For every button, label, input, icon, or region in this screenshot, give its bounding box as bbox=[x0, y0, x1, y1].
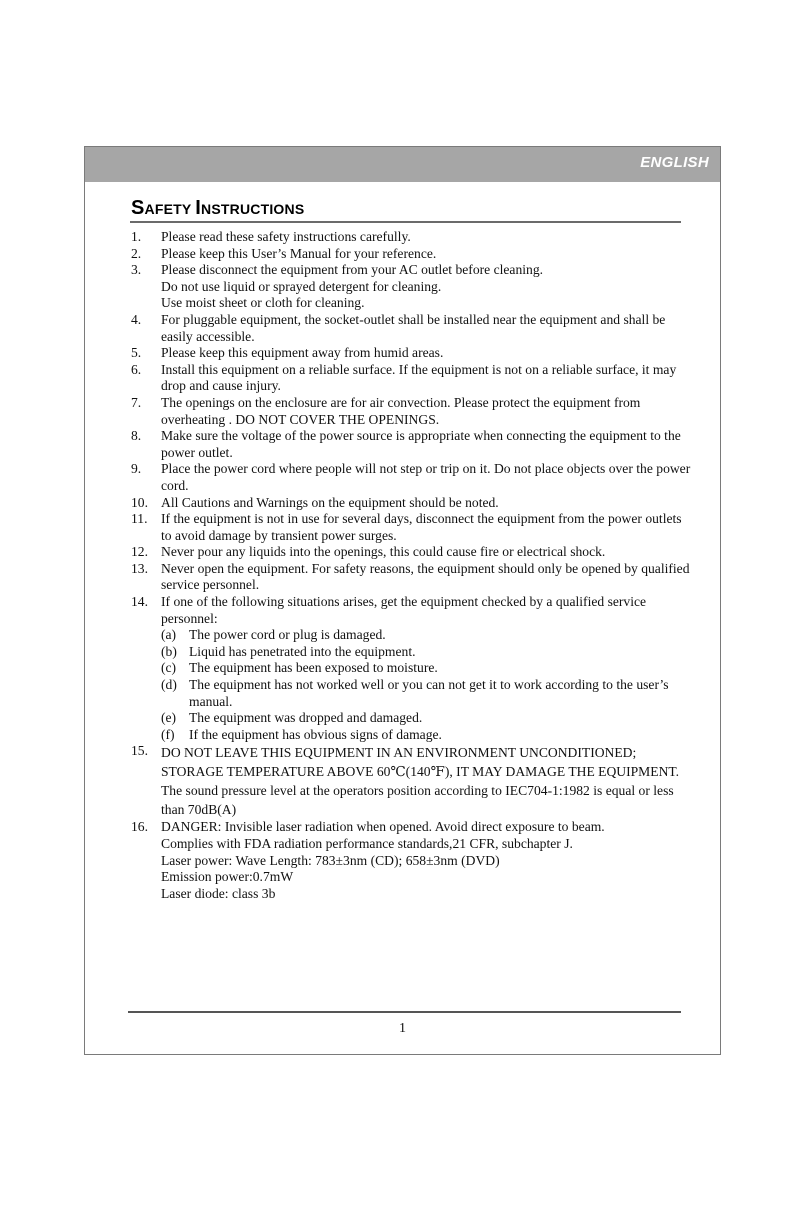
instruction-number: 11. bbox=[131, 511, 148, 527]
instruction-item bbox=[131, 345, 691, 362]
sub-condition-letter: (f) bbox=[161, 726, 175, 742]
instruction-text: Never pour any liquids into the openings, this could cause fire or electrical shock. bbox=[161, 544, 606, 560]
sub-condition-item bbox=[161, 727, 691, 744]
instruction-item bbox=[131, 743, 691, 819]
title-initial-1: S bbox=[131, 197, 145, 219]
sub-condition-text: The power cord or plug is damaged. bbox=[189, 627, 386, 643]
instruction-number: 10. bbox=[131, 494, 148, 510]
instruction-item bbox=[131, 819, 691, 902]
sub-condition-letter: (a) bbox=[161, 627, 177, 643]
instruction-item bbox=[131, 461, 691, 494]
sub-condition-letter: (d) bbox=[161, 677, 177, 693]
instruction-item bbox=[131, 362, 691, 395]
sub-condition-item bbox=[161, 710, 691, 727]
instruction-item bbox=[131, 544, 691, 561]
footer-divider bbox=[128, 1011, 681, 1013]
instruction-item bbox=[131, 428, 691, 461]
instruction-number: 5. bbox=[131, 345, 142, 361]
title-initial-2: I bbox=[195, 197, 202, 219]
instruction-number: 9. bbox=[131, 461, 142, 477]
instruction-text: Place the power cord where people will not step or trip on it. Do not place objects over the power cord. bbox=[161, 461, 691, 493]
instruction-text: Make sure the voltage of the power source is appropriate when connecting the equipment to the power outlet. bbox=[161, 428, 681, 460]
instruction-text: Please keep this User’s Manual for your reference. bbox=[161, 245, 437, 261]
instruction-text: Emission power:0.7mW bbox=[161, 869, 294, 885]
instruction-text: DO NOT LEAVE THIS EQUIPMENT IN AN ENVIRONMENT UNCONDITIONED; STORAGE TEMPERATURE ABOVE 60℃(140℉), IT MAY DAMAGE THE EQUIPMENT. The sound pressure level at the operators position according to IEC704-1:1982 is equal or less than 70dB(A) bbox=[161, 745, 680, 818]
instruction-text: Please read these safety instructions carefully. bbox=[161, 229, 411, 244]
title-rest-1: AFETY bbox=[144, 201, 196, 217]
sub-condition-letter: (e) bbox=[161, 710, 177, 726]
instruction-text: Never open the equipment. For safety reasons, the equipment should only be opened by qualified service personnel. bbox=[161, 560, 690, 593]
safety-instruction-list bbox=[131, 229, 691, 902]
sub-condition-text: The equipment has not worked well or you can not get it to work according to the user’s manual. bbox=[189, 677, 669, 709]
language-label: ENGLISH bbox=[640, 154, 709, 171]
page-frame bbox=[84, 146, 721, 1055]
instruction-number: 4. bbox=[131, 311, 142, 327]
sub-condition-item bbox=[161, 627, 691, 644]
instruction-item bbox=[131, 229, 691, 246]
instruction-text: Install this equipment on a reliable surface. If the equipment is not on a reliable surface, it may drop and cause injury. bbox=[161, 361, 677, 394]
sub-condition-letter: (b) bbox=[161, 643, 177, 659]
instruction-number: 1. bbox=[131, 229, 142, 244]
sub-condition-item bbox=[161, 660, 691, 677]
title-divider bbox=[130, 221, 681, 223]
title-rest-2: NSTRUCTIONS bbox=[201, 201, 305, 217]
sub-condition-text: The equipment was dropped and damaged. bbox=[189, 710, 423, 726]
instruction-item bbox=[131, 495, 691, 512]
instruction-item bbox=[131, 246, 691, 263]
instruction-number: 8. bbox=[131, 428, 142, 444]
sub-condition-item bbox=[161, 677, 691, 710]
section-title bbox=[131, 197, 304, 220]
instruction-text: Use moist sheet or cloth for cleaning. bbox=[161, 295, 365, 311]
instruction-text: Complies with FDA radiation performance standards,21 CFR, subchapter J. bbox=[161, 836, 573, 851]
instruction-text: Please keep this equipment away from humid areas. bbox=[161, 345, 444, 361]
page-number: 1 bbox=[399, 1021, 406, 1036]
sub-condition-text: Liquid has penetrated into the equipment. bbox=[189, 643, 416, 659]
instruction-text: The openings on the enclosure are for air convection. Please protect the equipment from overheating . DO NOT COVER THE OPENINGS. bbox=[161, 394, 641, 427]
header-band bbox=[85, 147, 720, 182]
instruction-text: All Cautions and Warnings on the equipment should be noted. bbox=[161, 494, 499, 510]
instruction-number: 13. bbox=[131, 560, 148, 576]
instruction-item bbox=[131, 395, 691, 428]
instruction-number: 16. bbox=[131, 819, 148, 835]
instruction-item bbox=[131, 594, 691, 743]
instruction-text: If one of the following situations arises, get the equipment checked by a qualified service personnel: bbox=[161, 594, 647, 626]
instruction-number: 12. bbox=[131, 544, 148, 560]
instruction-number: 6. bbox=[131, 361, 142, 377]
instruction-text: Please disconnect the equipment from your AC outlet before cleaning. bbox=[161, 262, 544, 278]
instruction-number: 14. bbox=[131, 594, 148, 610]
instruction-text: If the equipment is not in use for several days, disconnect the equipment from the power outlets to avoid damage by transient power surges. bbox=[161, 511, 682, 543]
instruction-number: 15. bbox=[131, 743, 148, 759]
sub-condition-letter: (c) bbox=[161, 660, 177, 676]
sub-condition-text: If the equipment has obvious signs of damage. bbox=[189, 726, 442, 742]
sub-condition-item bbox=[161, 644, 691, 661]
instruction-text: DANGER: Invisible laser radiation when opened. Avoid direct exposure to beam. bbox=[161, 819, 605, 835]
sub-condition-text: The equipment has been exposed to moisture. bbox=[189, 660, 438, 676]
instruction-item bbox=[131, 511, 691, 544]
instruction-number: 7. bbox=[131, 394, 142, 410]
sub-condition-list bbox=[161, 627, 691, 743]
instruction-text: Do not use liquid or sprayed detergent for cleaning. bbox=[161, 278, 442, 294]
instruction-text: For pluggable equipment, the socket-outlet shall be installed near the equipment and shall be easily accessible. bbox=[161, 311, 666, 344]
instruction-item bbox=[131, 312, 691, 345]
instruction-text: Laser power: Wave Length: 783±3nm (CD); 658±3nm (DVD) bbox=[161, 852, 500, 868]
instruction-item bbox=[131, 561, 691, 594]
instruction-text: Laser diode: class 3b bbox=[161, 885, 276, 901]
instruction-number: 3. bbox=[131, 262, 142, 278]
instruction-item bbox=[131, 262, 691, 312]
instruction-number: 2. bbox=[131, 245, 142, 261]
